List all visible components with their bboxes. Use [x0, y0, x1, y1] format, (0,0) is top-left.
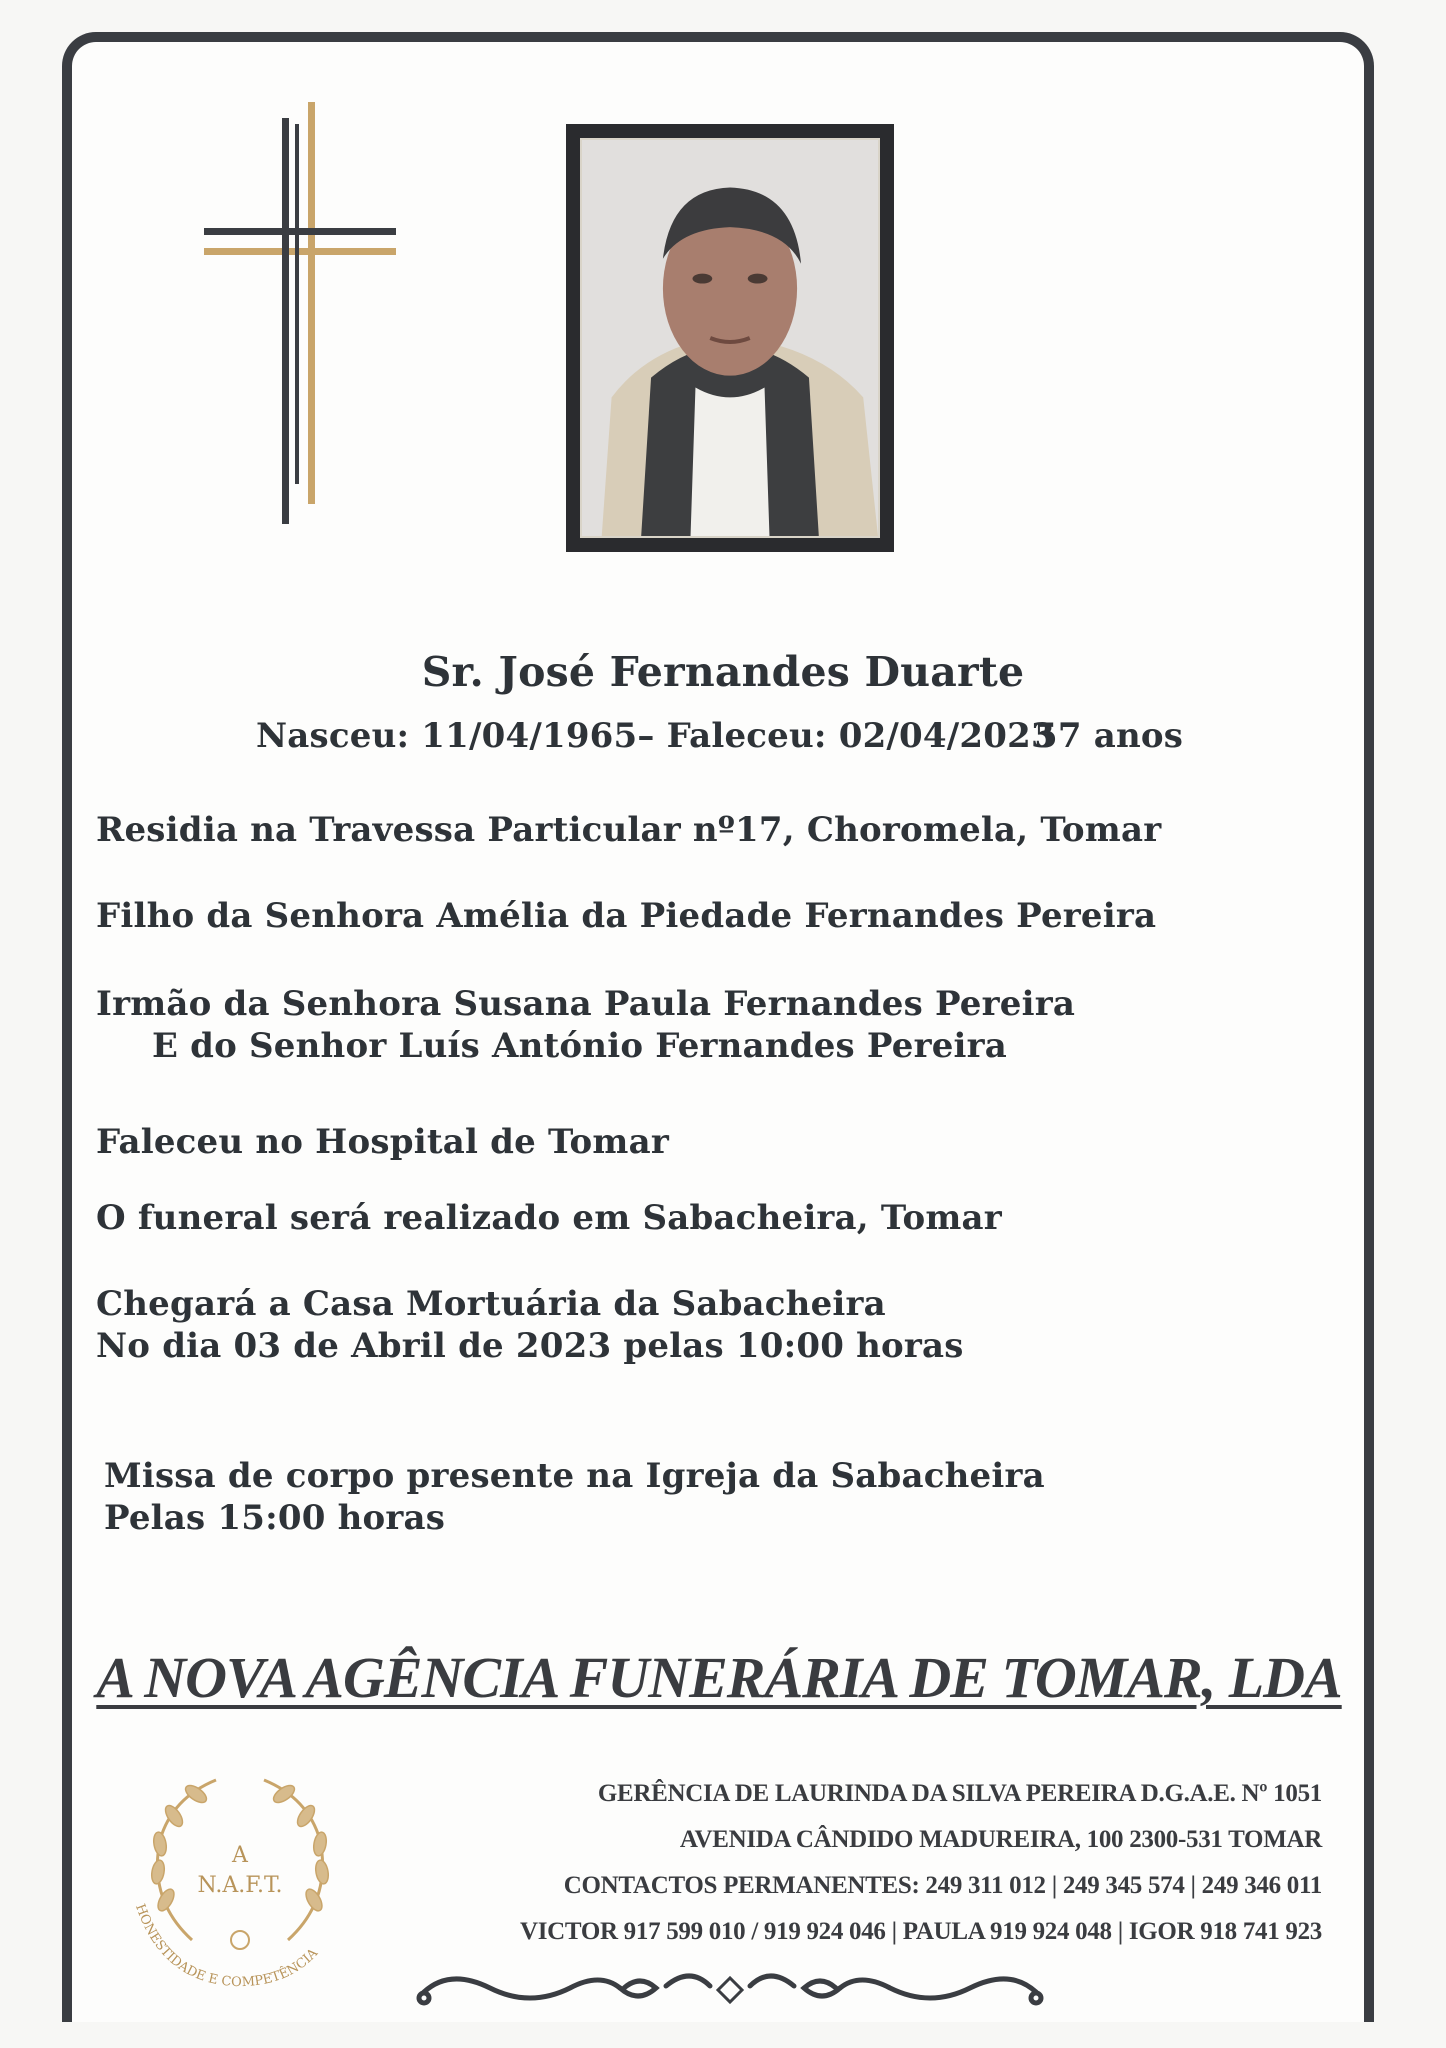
place-of-death-line: Faleceu no Hospital de Tomar — [96, 1122, 669, 1162]
portrait-photo — [566, 124, 894, 552]
logo-letter: A — [232, 1843, 248, 1868]
agency-management: GERÊNCIA DE LAURINDA DA SILVA PEREIRA D.G.A.E. Nº 1051 — [597, 1780, 1322, 1807]
mass-line: Missa de corpo presente na Igreja da Sabacheira — [104, 1456, 1045, 1496]
parent-line: Filho da Senhora Amélia da Piedade Fernandes Pereira — [96, 896, 1157, 936]
logo-motto: HONESTIDADE E COMPETÊNCIA — [132, 1902, 322, 1990]
deceased-name: Sr. José Fernandes Duarte — [421, 648, 1025, 696]
logo-abbreviation: N.A.F.T. — [197, 1873, 283, 1898]
mass-time-line: Pelas 15:00 horas — [104, 1498, 446, 1538]
funeral-location-line: O funeral será realizado em Sabacheira, Tomar — [96, 1198, 1002, 1238]
scroll-ornament-icon — [410, 1958, 1050, 2018]
agency-contacts: CONTACTOS PERMANENTES: 249 311 012 | 249 345 574 | 249 346 011 — [563, 1872, 1322, 1899]
agency-name: A NOVA AGÊNCIA FUNERÁRIA DE TOMAR, LDA — [96, 1645, 1342, 1710]
age: 57 anos — [1034, 716, 1184, 756]
brother-line: E do Senhor Luís António Fernandes Pereira — [152, 1026, 1008, 1066]
sister-line: Irmão da Senhora Susana Paula Fernandes Pereira — [96, 984, 1076, 1024]
arrival-line: Chegará a Casa Mortuária da Sabacheira — [96, 1284, 886, 1324]
agency-mobiles: VICTOR 917 599 010 / 919 924 046 | PAULA 919 924 048 | IGOR 918 741 923 — [519, 1918, 1322, 1945]
arrival-time-line: No dia 03 de Abril de 2023 pelas 10:00 horas — [96, 1326, 964, 1366]
cross-icon — [200, 96, 400, 526]
laurel-wreath-logo — [120, 1750, 360, 1990]
residence-line: Residia na Travessa Particular nº17, Choromela, Tomar — [96, 810, 1162, 850]
birth-death-dates: Nasceu: 11/04/1965– Faleceu: 02/04/2023 — [256, 716, 1055, 756]
agency-address: AVENIDA CÂNDIDO MADUREIRA, 100 2300-531 TOMAR — [679, 1826, 1322, 1853]
